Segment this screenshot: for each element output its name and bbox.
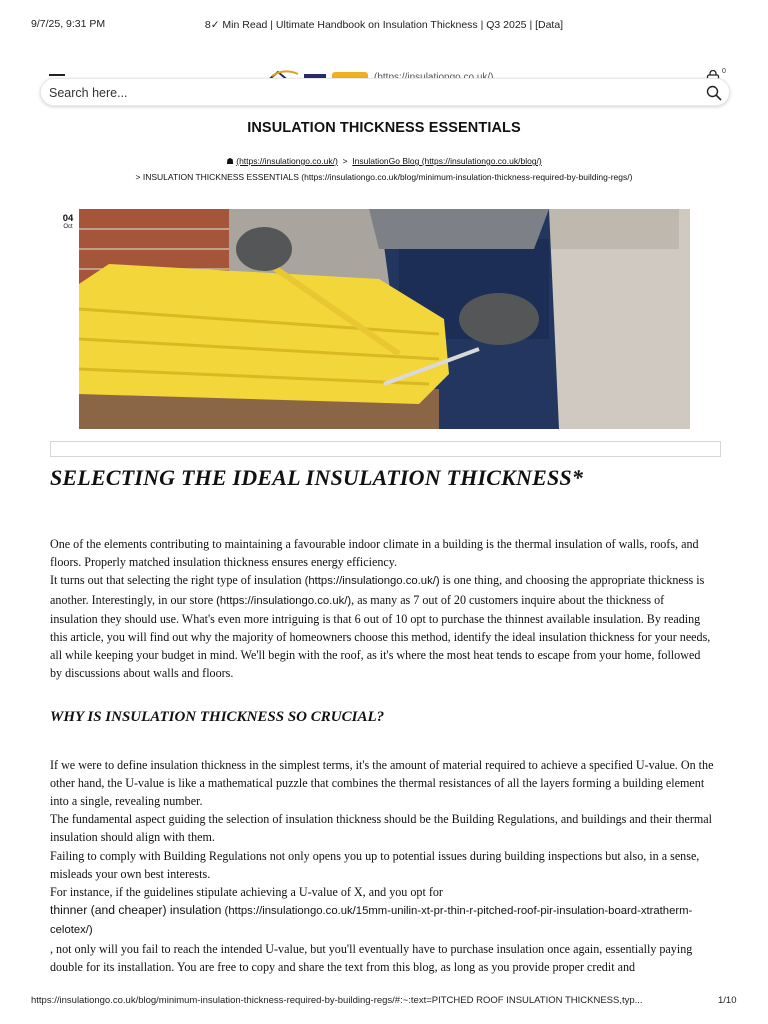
article-paragraph: If we were to define insulation thickness in the simplest terms, it's the amount of material required to achieve a specified U-value. On the other hand, the U-value is like a mathematical puzzle that combines the thermal resistances of all the layers forming a building element into a single, revealing number. xyxy=(50,757,714,809)
page-title: INSULATION THICKNESS ESSENTIALS xyxy=(247,120,521,136)
search-icon[interactable] xyxy=(706,85,722,101)
print-url: https://insulationgo.co.uk/blog/minimum-insulation-thickness-required-by-building-regs/#:~:text=PITCHED ROOF INSULATION THICKNESS,typ... xyxy=(31,995,643,1006)
search-bar xyxy=(40,78,730,106)
print-datetime: 9/7/25, 9:31 PM xyxy=(31,18,106,30)
breadcrumb-separator: > xyxy=(342,156,348,166)
thinner-insulation-link[interactable]: thinner (and cheaper) insulation xyxy=(50,903,222,918)
text-run: It turns out that selecting the right type of insulation xyxy=(50,573,305,588)
article-paragraph: The fundamental aspect guiding the selection of insulation thickness should be the Building Regulations, and buildings and their thermal insulation should align with them. xyxy=(50,812,713,845)
store-link[interactable]: (https://insulationgo.co.uk/) xyxy=(216,594,352,607)
breadcrumb-home-link[interactable]: (https://insulationgo.co.uk/) xyxy=(236,156,338,166)
page-number: 1/10 xyxy=(718,995,737,1006)
thinner-insulation-url[interactable]: (https://insulationgo.co.uk/15mm-unilin-xt-pr-thin-r-pitched-roof-pir-insulation-board-xtratherm-celotex/) xyxy=(50,905,693,937)
post-date-badge xyxy=(58,214,78,231)
article-paragraph: , not only will you fail to reach the intended U-value, but you'll eventually have to purchase insulation once again, essentially paying double for its installation. You are free to copy and share the text from this blog, as long as you provide proper credit and xyxy=(50,941,693,974)
article-paragraph xyxy=(50,571,714,682)
article-paragraph: One of the elements contributing to maintaining a favourable indoor climate in a building is the thermal insulation of walls, roofs, and floors. Properly matched insulation thickness ensures energy efficiency. xyxy=(50,537,699,570)
article-heading: SELECTING THE IDEAL INSULATION THICKNESS* xyxy=(50,465,584,490)
text-run: , as many as 7 out of 20 customers inquire about the thickness of insulation they should use. What's even more intriguing is that 6 out of 10 opt to purchase the thinnest available insulation. By reading this article, you will find out why the majority of homeowners choose this method, identify the ideal insulation thickness for your needs, all while keeping your budget in mind. We'll begin with the roof, as it's where the most heat tends to escape from your home, followed by discussions about walls and floors. xyxy=(50,592,711,681)
article-subheading: WHY IS INSULATION THICKNESS SO CRUCIAL? xyxy=(50,708,385,725)
hero-image-insulation xyxy=(79,209,690,429)
post-date-month: Oct xyxy=(63,224,73,230)
image-caption-box xyxy=(50,441,721,457)
breadcrumb-blog-link[interactable]: InsulationGo Blog (https://insulationgo.co.uk/blog/) xyxy=(352,156,542,166)
article-paragraph: Failing to comply with Building Regulations not only opens you up to potential issues during building inspections but also, in a sense, misleads your own best interests. xyxy=(50,848,700,881)
article-paragraph: For instance, if the guidelines stipulate achieving a U-value of X, and you opt for xyxy=(50,885,443,900)
insulation-link[interactable]: (https://insulationgo.co.uk/) xyxy=(304,575,440,588)
cart-count-badge: 0 xyxy=(722,68,726,75)
post-date-day: 04 xyxy=(62,213,74,224)
menu-icon[interactable] xyxy=(49,74,65,76)
breadcrumb xyxy=(0,153,768,185)
article-body xyxy=(50,465,714,976)
text-run: is one thing, and choosing the appropriate thickness is another. Interestingly, in our store xyxy=(50,573,705,607)
breadcrumb-current[interactable]: > INSULATION THICKNESS ESSENTIALS (https://insulationgo.co.uk/blog/minimum-insulation-thickness-required-by-building-regs/) xyxy=(135,172,633,182)
search-input[interactable] xyxy=(47,83,691,103)
home-icon[interactable]: ☗ xyxy=(226,156,234,166)
article-paragraph xyxy=(50,901,714,939)
print-doc-title: 8✓ Min Read | Ultimate Handbook on Insulation Thickness | Q3 2025 | [Data] xyxy=(204,19,564,31)
